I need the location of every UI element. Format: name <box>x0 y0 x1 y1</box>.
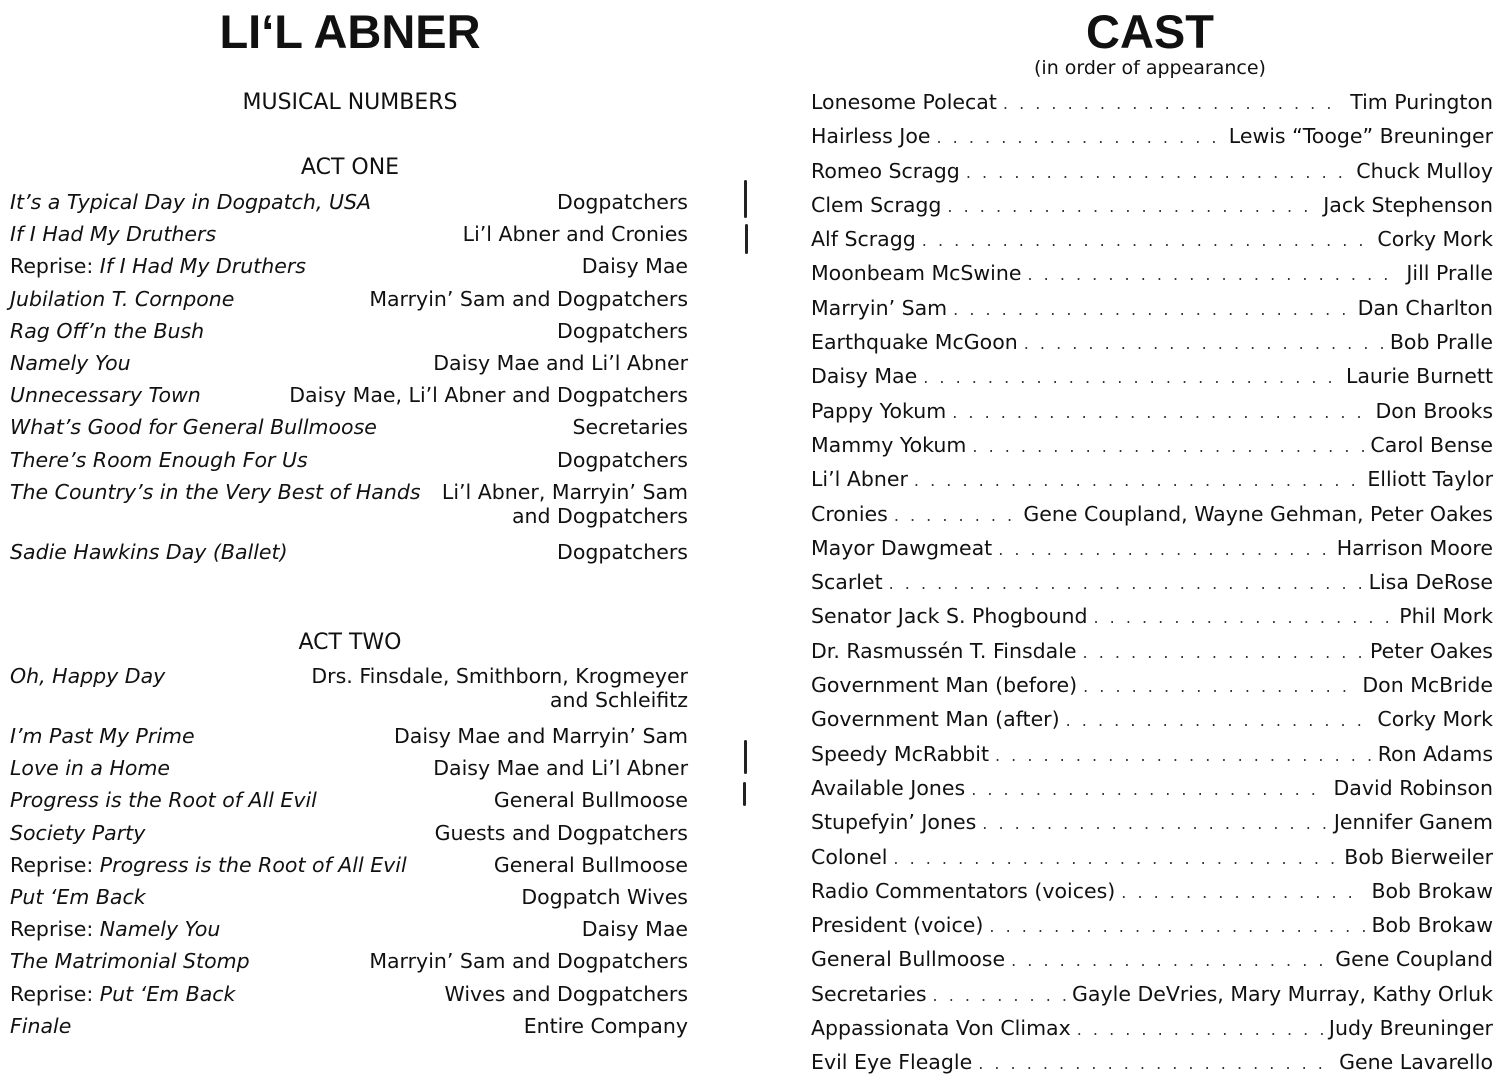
song-performer: Daisy Mae <box>581 254 688 279</box>
song-title-text: Sadie Hawkins Day (Ballet) <box>10 539 288 564</box>
cast-row <box>811 738 1493 772</box>
cast-row <box>811 155 1493 189</box>
cast-role: Government Man (before) <box>811 673 1078 698</box>
dot-leader <box>1024 328 1384 360</box>
cast-role: President (voice) <box>811 913 984 938</box>
song-title <box>10 945 250 977</box>
song-row <box>10 784 688 816</box>
dot-leader <box>1093 602 1393 634</box>
song-row <box>10 720 688 752</box>
song-title-text: The Country’s in the Very Best of Hands <box>10 479 421 504</box>
cast-actor: Elliott Taylor <box>1367 467 1493 492</box>
song-performer: Dogpatchers <box>557 318 688 343</box>
cast-actor: Bob Brokaw <box>1371 878 1493 903</box>
cast-row <box>811 943 1493 977</box>
cast-role: Earthquake McGoon <box>811 330 1018 355</box>
song-title <box>10 817 145 849</box>
song-title <box>10 536 288 568</box>
reprise-label: Reprise: <box>10 852 100 877</box>
song-performer: Dogpatchers <box>557 447 688 472</box>
cast-actor: Jennifer Ganem <box>1333 810 1493 835</box>
cast-actor: Lewis “Tooge” Breuninger <box>1228 124 1493 149</box>
song-title <box>10 347 131 379</box>
cast-actor: Dan Charlton <box>1357 295 1493 320</box>
song-title-text: Put ‘Em Back <box>10 885 146 910</box>
cast-row <box>811 257 1493 291</box>
song-performer: Dogpatchers <box>557 190 688 214</box>
cast-role: Stupefyin’ Jones <box>811 810 977 835</box>
song-title-text: Love in a Home <box>10 756 171 781</box>
cast-role: Hairless Joe <box>811 124 931 149</box>
show-title: LI‘L ABNER <box>219 5 481 58</box>
song-title-text: What’s Good for General Bullmoose <box>10 415 377 440</box>
cast-role: Cronies <box>811 501 888 526</box>
dot-leader <box>914 465 1361 497</box>
cast-role: General Bullmoose <box>811 947 1006 972</box>
song-performer: Marryin’ Sam and Dogpatchers <box>369 286 688 311</box>
song-row <box>10 1010 688 1042</box>
dot-leader <box>1003 88 1344 120</box>
cast-row <box>811 86 1493 120</box>
song-row <box>10 660 688 720</box>
dot-leader <box>998 534 1331 566</box>
song-title <box>10 315 204 347</box>
cast-row <box>811 292 1493 326</box>
song-performer: Li’l Abner and Cronies <box>462 222 688 247</box>
cast-row <box>811 1046 1493 1080</box>
song-row <box>10 913 688 945</box>
cast-title: CAST <box>1086 5 1214 58</box>
song-title-text: Society Party <box>10 820 146 845</box>
cast-actor: Lisa DeRose <box>1368 570 1493 595</box>
cast-row <box>811 429 1493 463</box>
song-title-text: Unnecessary Town <box>10 383 201 408</box>
song-performer: Dogpatchers <box>557 539 688 564</box>
cast-row <box>811 223 1493 257</box>
song-title-text: Progress is the Root of All Evil <box>10 788 317 813</box>
cast-role: Romeo Scragg <box>811 158 960 183</box>
cast-row <box>811 566 1493 600</box>
song-row <box>10 379 688 411</box>
cast-actor: Bob Bierweiler <box>1344 844 1493 869</box>
song-row <box>10 283 688 315</box>
cast-actor: Laurie Burnett <box>1345 364 1493 389</box>
cast-actor: Tim Purington <box>1350 90 1493 114</box>
cast-role: Colonel <box>811 844 888 869</box>
cast-actor: Carol Bense <box>1370 432 1493 457</box>
cast-role: Moonbeam McSwine <box>811 261 1022 286</box>
song-title <box>10 480 421 504</box>
cast-row <box>811 909 1493 943</box>
dot-leader <box>893 843 1338 875</box>
cast-actor: Harrison Moore <box>1336 535 1493 560</box>
cast-list <box>811 86 1493 1081</box>
dot-leader <box>922 225 1372 257</box>
song-performer: Guests and Dogpatchers <box>434 820 688 845</box>
song-title <box>10 881 146 913</box>
song-title <box>10 784 317 816</box>
cast-actor: Chuck Mulloy <box>1356 158 1493 183</box>
song-title-text: Namely You <box>10 351 131 376</box>
song-title-text: Oh, Happy Day <box>10 664 166 688</box>
dot-leader <box>989 911 1365 943</box>
act-two-song-list <box>10 660 688 1042</box>
song-performer: Entire Company <box>523 1013 688 1038</box>
song-performer: Dogpatch Wives <box>521 885 688 910</box>
cast-row <box>811 600 1493 634</box>
cast-actor: Phil Mork <box>1399 604 1493 629</box>
cast-row <box>811 189 1493 223</box>
song-row <box>10 315 688 347</box>
dot-leader <box>889 568 1363 600</box>
song-title-text: It’s a Typical Day in Dogpatch, USA <box>10 190 371 214</box>
cast-role: Appassionata Von Climax <box>811 1016 1071 1041</box>
song-title <box>10 186 371 218</box>
dot-leader <box>982 808 1328 840</box>
cast-subtitle: (in order of appearance) <box>1034 57 1266 79</box>
cast-role: Senator Jack S. Phogbound <box>811 604 1088 629</box>
song-performer: Daisy Mae and Marryin’ Sam <box>394 724 688 748</box>
dot-leader <box>953 294 1351 326</box>
song-title <box>10 218 216 250</box>
cast-row <box>811 360 1493 394</box>
cast-role: Scarlet <box>811 570 883 595</box>
song-performer: Drs. Finsdale, Smithborn, Krogmeyer and Schleifitz <box>311 664 688 712</box>
dot-leader <box>978 1048 1333 1080</box>
song-row <box>10 945 688 977</box>
cast-actor: Gayle DeVries, Mary Murray, Kathy Orluk <box>1072 981 1493 1006</box>
act-two-heading: ACT TWO <box>298 630 402 655</box>
song-row <box>10 218 688 250</box>
cast-role: Mammy Yokum <box>811 432 967 457</box>
song-title <box>10 913 220 945</box>
song-title <box>10 664 165 688</box>
song-row <box>10 752 688 784</box>
dot-leader <box>1066 705 1372 737</box>
cast-row <box>811 635 1493 669</box>
cast-actor: Gene Lavarello <box>1339 1050 1493 1075</box>
dot-leader <box>1121 877 1365 909</box>
song-performer: Daisy Mae and Li’l Abner <box>433 756 688 781</box>
cast-role: Dr. Rasmussén T. Finsdale <box>811 638 1077 663</box>
song-title <box>10 1010 71 1042</box>
cast-actor: Jill Pralle <box>1406 261 1493 286</box>
song-performer: Daisy Mae <box>581 917 688 942</box>
cast-actor: Ron Adams <box>1377 741 1493 766</box>
song-performer: Wives and Dogpatchers <box>444 981 688 1006</box>
song-title <box>10 250 306 282</box>
song-title <box>10 444 308 476</box>
song-title <box>10 411 377 443</box>
song-title-text: Jubilation T. Cornpone <box>10 286 235 311</box>
cast-actor: Corky Mork <box>1377 707 1493 732</box>
cast-role: Pappy Yokum <box>811 398 947 423</box>
cast-role: Daisy Mae <box>811 364 918 389</box>
cast-row <box>811 703 1493 737</box>
dot-leader <box>966 157 1350 189</box>
dot-leader <box>1027 259 1400 291</box>
song-row <box>10 411 688 443</box>
cast-actor: Peter Oakes <box>1370 638 1493 663</box>
song-row <box>10 881 688 913</box>
dot-leader <box>952 397 1369 429</box>
binding-mark <box>745 224 748 254</box>
cast-row <box>811 772 1493 806</box>
cast-role: Mayor Dawgmeat <box>811 535 993 560</box>
song-performer: Daisy Mae, Li’l Abner and Dogpatchers <box>289 383 688 408</box>
song-row <box>10 849 688 881</box>
song-row <box>10 347 688 379</box>
dot-leader <box>971 774 1327 806</box>
song-title-text: Finale <box>10 1013 72 1038</box>
cast-row <box>811 978 1493 1012</box>
song-row <box>10 817 688 849</box>
dot-leader <box>1083 637 1364 669</box>
cast-role: Alf Scragg <box>811 227 916 252</box>
cast-role: Evil Eye Fleagle <box>811 1050 973 1075</box>
song-title-text: Namely You <box>99 917 221 942</box>
cast-row <box>811 1012 1493 1046</box>
cast-row <box>811 463 1493 497</box>
act-one-heading: ACT ONE <box>300 155 400 180</box>
cast-row <box>811 806 1493 840</box>
song-row <box>10 536 688 568</box>
cast-actor: Gene Coupland, Wayne Gehman, Peter Oakes <box>1023 501 1493 526</box>
cast-role: Available Jones <box>811 775 966 800</box>
cast-actor: Don McBride <box>1362 673 1493 698</box>
cast-row <box>811 498 1493 532</box>
song-row <box>10 978 688 1010</box>
song-row <box>10 476 688 536</box>
dot-leader <box>923 362 1340 394</box>
song-title-text: Progress is the Root of All Evil <box>99 852 407 877</box>
song-title <box>10 978 235 1010</box>
reprise-label: Reprise: <box>10 917 100 942</box>
song-row <box>10 250 688 282</box>
musical-numbers-page <box>0 0 700 1044</box>
song-title-text: If I Had My Druthers <box>99 254 306 279</box>
song-title <box>10 379 201 411</box>
cast-role: Government Man (after) <box>811 707 1060 732</box>
song-performer: General Bullmoose <box>493 852 688 877</box>
cast-actor: Judy Breuninger <box>1328 1016 1493 1041</box>
reprise-label: Reprise: <box>10 981 100 1006</box>
cast-row <box>811 875 1493 909</box>
cast-row <box>811 326 1493 360</box>
song-row <box>10 186 688 218</box>
song-title <box>10 752 170 784</box>
song-performer: General Bullmoose <box>493 788 688 813</box>
cast-actor: Gene Coupland <box>1335 947 1493 972</box>
song-title <box>10 283 234 315</box>
song-performer: Li’l Abner, Marryin’ Sam and Dogpatchers <box>441 479 688 528</box>
cast-actor: Corky Mork <box>1377 227 1493 252</box>
cast-row <box>811 669 1493 703</box>
song-performer: Daisy Mae and Li’l Abner <box>433 351 688 376</box>
cast-role: Lonesome Polecat <box>811 90 997 114</box>
act-one-song-list <box>10 186 688 568</box>
cast-role: Radio Commentators (voices) <box>811 878 1116 903</box>
cast-actor: Bob Brokaw <box>1371 913 1493 938</box>
dot-leader <box>894 500 1018 532</box>
cast-row <box>811 120 1493 154</box>
binding-mark <box>743 782 746 806</box>
cast-row <box>811 532 1493 566</box>
cast-role: Speedy McRabbit <box>811 741 989 766</box>
song-title-text: Put ‘Em Back <box>99 981 236 1006</box>
cast-page <box>805 0 1495 1075</box>
cast-role: Marryin’ Sam <box>811 295 948 320</box>
cast-actor: David Robinson <box>1333 775 1493 800</box>
cast-actor: Jack Stephenson <box>1323 192 1493 217</box>
dot-leader <box>1011 945 1329 977</box>
song-title <box>10 720 195 752</box>
cast-role: Clem Scragg <box>811 192 942 217</box>
song-title-text: Rag Off’n the Bush <box>10 318 205 343</box>
song-title-text: The Matrimonial Stomp <box>10 949 250 974</box>
cast-row <box>811 841 1493 875</box>
dot-leader <box>995 740 1372 772</box>
cast-actor: Bob Pralle <box>1389 330 1493 355</box>
musical-numbers-heading: MUSICAL NUMBERS <box>242 90 458 115</box>
song-title <box>10 849 407 881</box>
dot-leader <box>947 191 1317 223</box>
song-title-text: I’m Past My Prime <box>10 724 195 748</box>
cast-role: Li’l Abner <box>811 467 908 492</box>
dot-leader <box>933 980 1067 1012</box>
cast-row <box>811 395 1493 429</box>
cast-actor: Don Brooks <box>1375 398 1493 423</box>
song-performer: Marryin’ Sam and Dogpatchers <box>369 949 688 974</box>
dot-leader <box>1083 671 1356 703</box>
dot-leader <box>1077 1014 1323 1046</box>
dot-leader <box>972 431 1364 463</box>
binding-mark <box>744 740 747 774</box>
song-title-text: If I Had My Druthers <box>10 222 217 247</box>
binding-mark <box>744 180 747 218</box>
reprise-label: Reprise: <box>10 254 100 279</box>
song-performer: Secretaries <box>572 415 688 440</box>
song-row <box>10 444 688 476</box>
dot-leader <box>937 122 1223 154</box>
cast-role: Secretaries <box>811 981 927 1006</box>
song-title-text: There’s Room Enough For Us <box>10 447 308 472</box>
